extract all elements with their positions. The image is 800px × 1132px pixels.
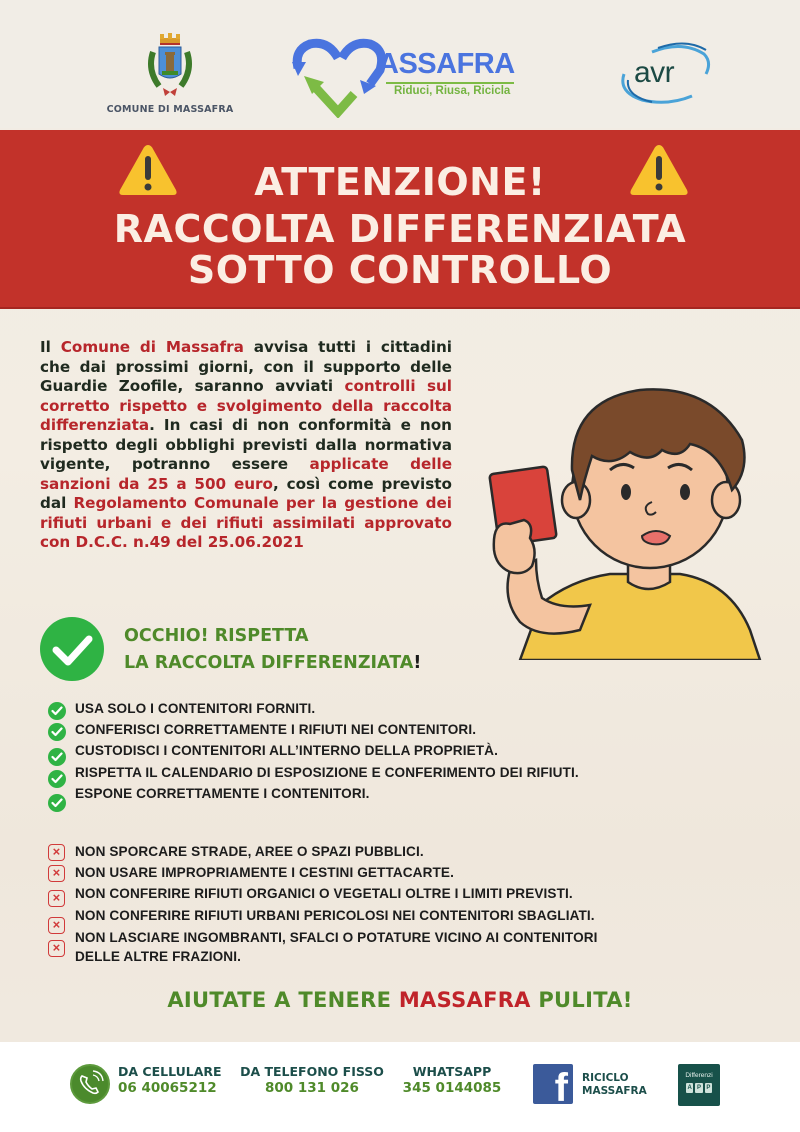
differenziapp-icon[interactable] xyxy=(678,1064,720,1106)
cellulare-number[interactable]: 06 40065212 xyxy=(118,1080,217,1096)
do-list-item xyxy=(48,785,579,806)
fisso-label: DA TELEFONO FISSO xyxy=(240,1064,384,1079)
x-box-icon: × xyxy=(48,917,65,934)
occhio-line2: LA RACCOLTA DIFFERENZIATA xyxy=(124,653,414,673)
check-icon xyxy=(48,794,66,812)
dont-list-item xyxy=(48,864,598,885)
whatsapp-number[interactable]: 345 0144085 xyxy=(402,1080,502,1096)
heart-recycle-icon xyxy=(290,36,390,118)
fisso-number[interactable]: 800 131 026 xyxy=(265,1080,359,1096)
bin-letter: P xyxy=(706,1085,711,1091)
do-list-item xyxy=(48,764,579,785)
slogan-part3: PULITA! xyxy=(530,988,633,1012)
boy-red-card-illustration xyxy=(480,360,780,660)
dont-list-text: NON SPORCARE STRADE, AREE O SPAZI PUBBLICI. xyxy=(75,844,424,859)
do-list-text: CUSTODISCI I CONTENITORI ALL’INTERNO DELLA PROPRIETÀ. xyxy=(75,743,498,759)
occhio-exclamation: ! xyxy=(413,653,422,673)
dont-list-item xyxy=(48,885,598,906)
check-icon xyxy=(48,723,66,741)
intro-highlight: controlli sul corretto rispetto e svolgimento della raccolta differenziata xyxy=(40,377,452,434)
app-name: Differenzi xyxy=(685,1072,713,1079)
facebook-glyph: f xyxy=(554,1066,568,1110)
check-circle-icon xyxy=(40,617,104,681)
intro-text: Il xyxy=(40,338,61,356)
do-list-text: CONFERISCI CORRETTAMENTE I RIFIUTI NEI CONTENITORI. xyxy=(75,722,477,738)
x-box-icon: × xyxy=(48,890,65,907)
occhio-line1: OCCHIO! RISPETTA xyxy=(124,626,309,646)
x-box-icon: × xyxy=(48,865,65,882)
do-list-text: USA SOLO I CONTENITORI FORNITI. xyxy=(75,701,316,716)
slogan-massafra: MASSAFRA xyxy=(398,988,531,1012)
coat-of-arms-icon xyxy=(145,32,195,100)
contact-whatsapp xyxy=(402,1064,502,1097)
facebook-label-line1: RICICLO xyxy=(582,1072,629,1084)
bin-letter: P xyxy=(696,1085,701,1091)
header-logos xyxy=(0,0,800,128)
do-list-text: RISPETTA IL CALENDARIO DI ESPOSIZIONE E CONFERIMENTO DEI RIFIUTI. xyxy=(75,764,579,780)
intro-text: , così come previsto dal xyxy=(40,474,452,512)
contact-cellulare xyxy=(118,1064,222,1097)
slogan xyxy=(0,988,800,1012)
massafra-brand-text: ASSAFRA xyxy=(378,48,515,80)
alert-banner xyxy=(0,130,800,309)
facebook-icon[interactable] xyxy=(533,1064,573,1110)
intro-text: . In casi di non conformità e non rispetto degli obblighi previsti dalla normativa vigente, potranno essere xyxy=(40,416,452,473)
dont-list-text: NON CONFERIRE RIFIUTI ORGANICI O VEGETALI OLTRE I LIMITI PREVISTI. xyxy=(75,886,573,902)
dont-list-text-continued: DELLE ALTRE FRAZIONI. xyxy=(75,949,241,965)
avr-text: avr xyxy=(634,56,675,89)
dont-list-item xyxy=(48,843,598,864)
footer-contacts xyxy=(0,1042,800,1132)
intro-highlight-sanctions: applicate delle sanzioni da 25 a 500 euro xyxy=(40,455,452,493)
comune-logo xyxy=(100,32,240,115)
cellulare-label: DA CELLULARE xyxy=(118,1064,222,1079)
bin-letter: A xyxy=(687,1085,692,1091)
facebook-page-label[interactable] xyxy=(582,1072,647,1098)
dont-list-text: NON LASCIARE INGOMBRANTI, SFALCI O POTATURE VICINO AI CONTENITORI xyxy=(75,929,598,945)
facebook-label-line2: MASSAFRA xyxy=(582,1085,647,1097)
app-bins-icon xyxy=(686,1083,712,1093)
contact-fisso xyxy=(238,1064,386,1097)
do-list xyxy=(48,700,579,806)
dont-list xyxy=(48,843,598,968)
occhio-line2-wrap xyxy=(124,650,421,677)
intro-paragraph xyxy=(40,338,452,553)
banner-title-line1: ATTENZIONE! xyxy=(254,160,546,204)
do-list-item xyxy=(48,721,579,742)
x-box-icon: × xyxy=(48,844,65,861)
comune-label: COMUNE DI MASSAFRA xyxy=(106,104,234,115)
check-icon xyxy=(48,702,66,720)
intro-highlight-regulation: Regolamento Comunale per la gestione dei rifiuti urbani e dei rifiuti assimilati approvato con D.C.C. n.49 del 25.06.2021 xyxy=(40,494,453,551)
banner-title-line2: RACCOLTA DIFFERENZIATA xyxy=(113,207,687,251)
whatsapp-label: WHATSAPP xyxy=(412,1064,492,1079)
dont-list-text: NON CONFERIRE RIFIUTI URBANI PERICOLOSI NEI CONTENITORI SBAGLIATI. xyxy=(75,907,595,923)
phone-icon xyxy=(70,1064,110,1104)
massafra-tagline: Riduci, Riusa, Ricicla xyxy=(394,85,511,97)
banner-title-line3: SOTTO CONTROLLO xyxy=(187,248,613,292)
avr-logo xyxy=(612,40,722,110)
occhio-heading xyxy=(124,623,421,677)
intro-highlight: Comune di Massafra xyxy=(60,338,244,356)
do-list-item xyxy=(48,742,579,763)
do-list-item xyxy=(48,700,579,721)
dont-list-text: NON USARE IMPROPRIAMENTE I CESTINI GETTACARTE. xyxy=(75,865,454,881)
brand-underline xyxy=(386,82,514,84)
dont-list-item xyxy=(48,907,598,932)
do-list-text: ESPONE CORRETTAMENTE I CONTENITORI. xyxy=(75,785,370,801)
x-box-icon: × xyxy=(48,940,65,957)
slogan-part1: AIUTATE A TENERE xyxy=(167,988,399,1012)
massafra-recycle-logo xyxy=(290,36,530,116)
dont-list-item xyxy=(48,928,598,968)
intro-text: avvisa tutti i cittadini che dai prossimi giorni, con il supporto delle Guardie Zoofile, saranno avviati xyxy=(40,338,452,395)
